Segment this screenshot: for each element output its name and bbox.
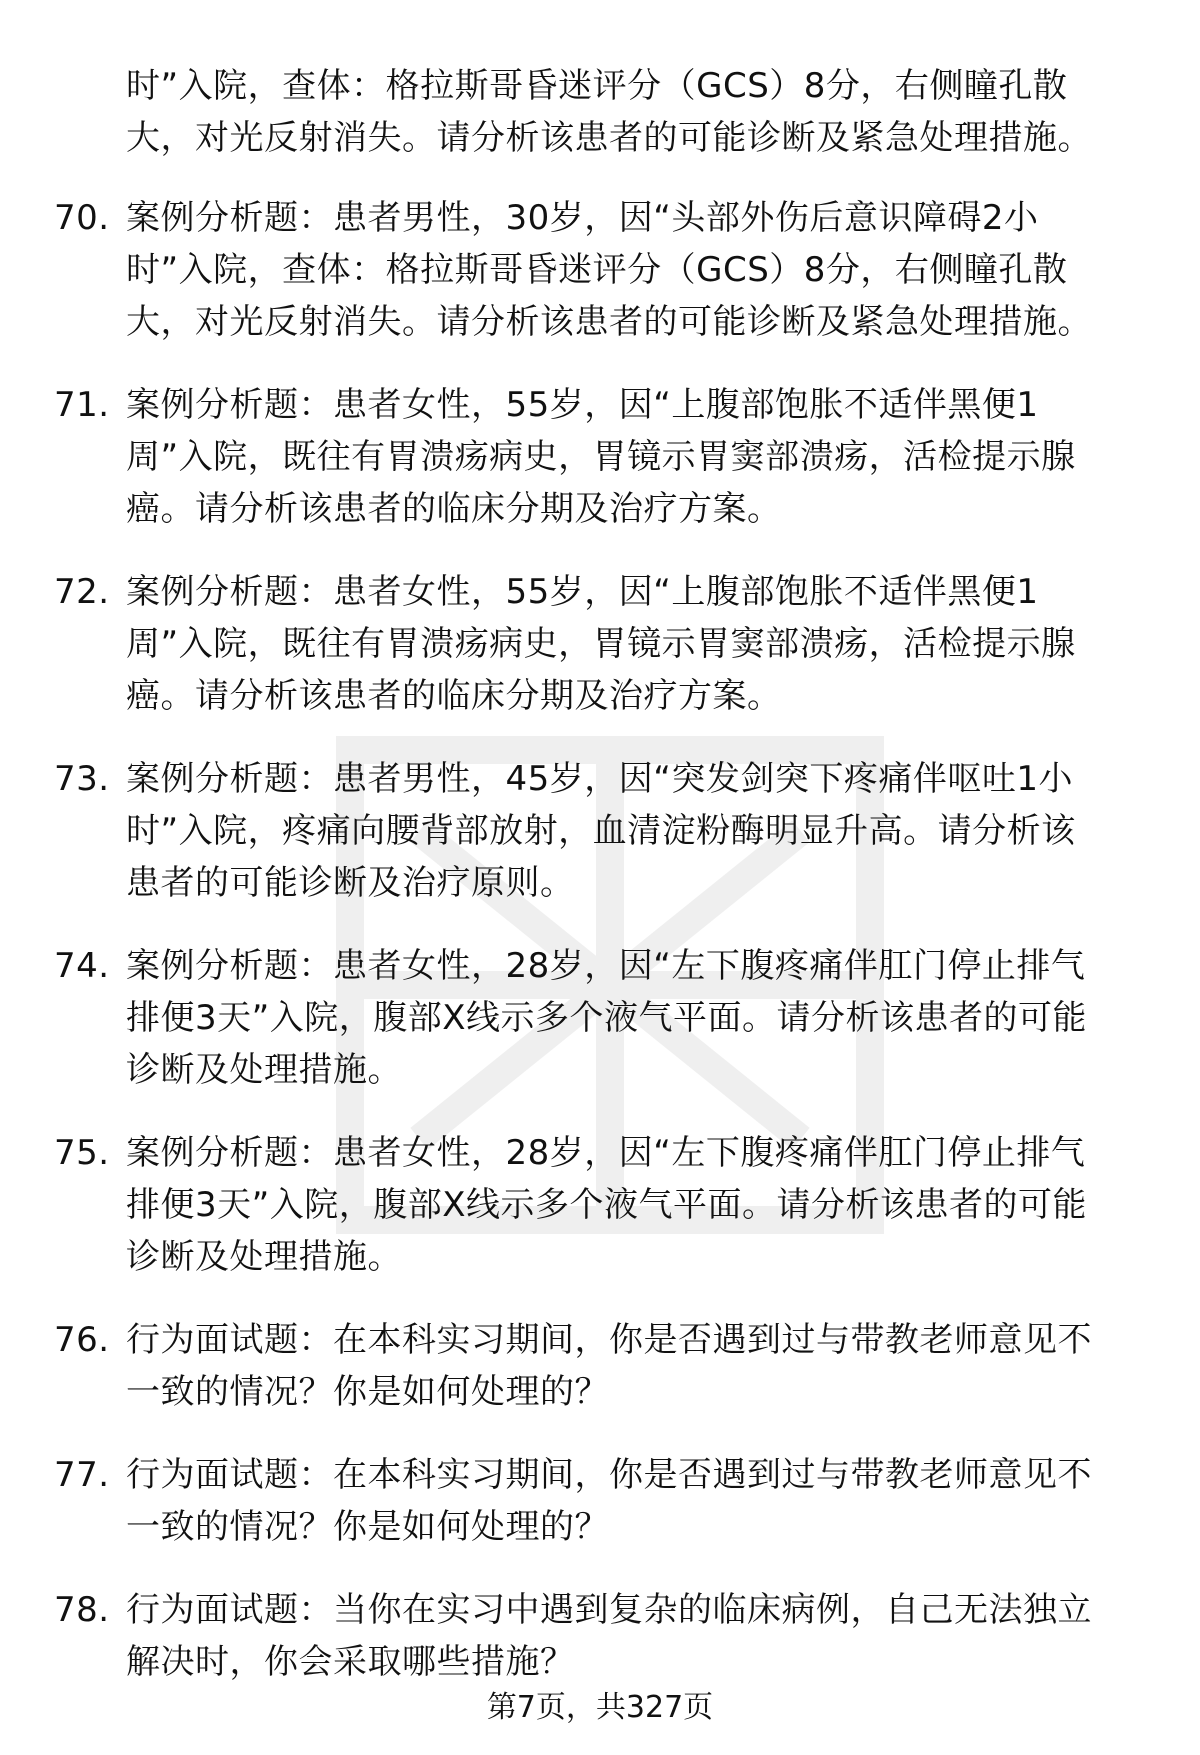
question-text: 案例分析题：患者女性，55岁，因“上腹部饱胀不适伴黑便1 周”入院，既往有胃溃疡病史，胃镜示胃窦部溃疡，活检提示腺 癌。请分析该患者的临床分期及治疗方案。 [126, 572, 1076, 716]
question-text: 行为面试题：当你在实习中遇到复杂的临床病例，自己无法独立 解决时，你会采取哪些措施？ [126, 1590, 1092, 1682]
page-footer: 第7页，共327页 [486, 1690, 714, 1725]
question-list [54, 192, 1164, 1719]
question-number: 73. [54, 759, 110, 799]
question-number: 76. [54, 1320, 110, 1360]
question-item [54, 379, 1164, 535]
question-number: 71. [54, 385, 110, 425]
question-text: 案例分析题：患者女性，28岁，因“左下腹疼痛伴肛门停止排气 排便3天”入院，腹部X线示多个液气平面。请分析该患者的可能 诊断及处理措施。 [126, 946, 1088, 1090]
question-number: 78. [54, 1590, 110, 1630]
question-item [54, 1449, 1164, 1553]
question-text: 案例分析题：患者男性，45岁，因“突发剑突下疼痛伴呕吐1小 时”入院，疼痛向腰背部放射，血清淀粉酶明显升高。请分析该 患者的可能诊断及治疗原则。 [126, 759, 1076, 903]
question-item [54, 1584, 1164, 1688]
question-item [54, 1127, 1164, 1283]
question-text: 案例分析题：患者女性，28岁，因“左下腹疼痛伴肛门停止排气 排便3天”入院，腹部X线示多个液气平面。请分析该患者的可能 诊断及处理措施。 [126, 1133, 1088, 1277]
question-item [54, 192, 1164, 348]
question-item [54, 566, 1164, 722]
question-text: 行为面试题：在本科实习期间，你是否遇到过与带教老师意见不 一致的情况？你是如何处理的？ [126, 1455, 1092, 1547]
question-item [54, 940, 1164, 1096]
question-number: 77. [54, 1455, 110, 1495]
question-text: 行为面试题：在本科实习期间，你是否遇到过与带教老师意见不 一致的情况？你是如何处理的？ [126, 1320, 1092, 1412]
question-text: 案例分析题：患者男性，30岁，因“头部外伤后意识障碍2小 时”入院，查体：格拉斯哥昏迷评分（GCS）8分，右侧瞳孔散 大，对光反射消失。请分析该患者的可能诊断及紧急处理措施。 [126, 198, 1092, 342]
question-number: 72. [54, 572, 110, 612]
question-text: 案例分析题：患者女性，55岁，因“上腹部饱胀不适伴黑便1 周”入院，既往有胃溃疡病史，胃镜示胃窦部溃疡，活检提示腺 癌。请分析该患者的临床分期及治疗方案。 [126, 385, 1076, 529]
question-item [54, 1314, 1164, 1418]
question-number: 70. [54, 198, 110, 238]
question-number: 75. [54, 1133, 110, 1173]
question-item [54, 753, 1164, 909]
question-number: 74. [54, 946, 110, 986]
continuation-paragraph: 时”入院，查体：格拉斯哥昏迷评分（GCS）8分，右侧瞳孔散 大，对光反射消失。请分析该患者的可能诊断及紧急处理措施。 [126, 66, 1092, 158]
